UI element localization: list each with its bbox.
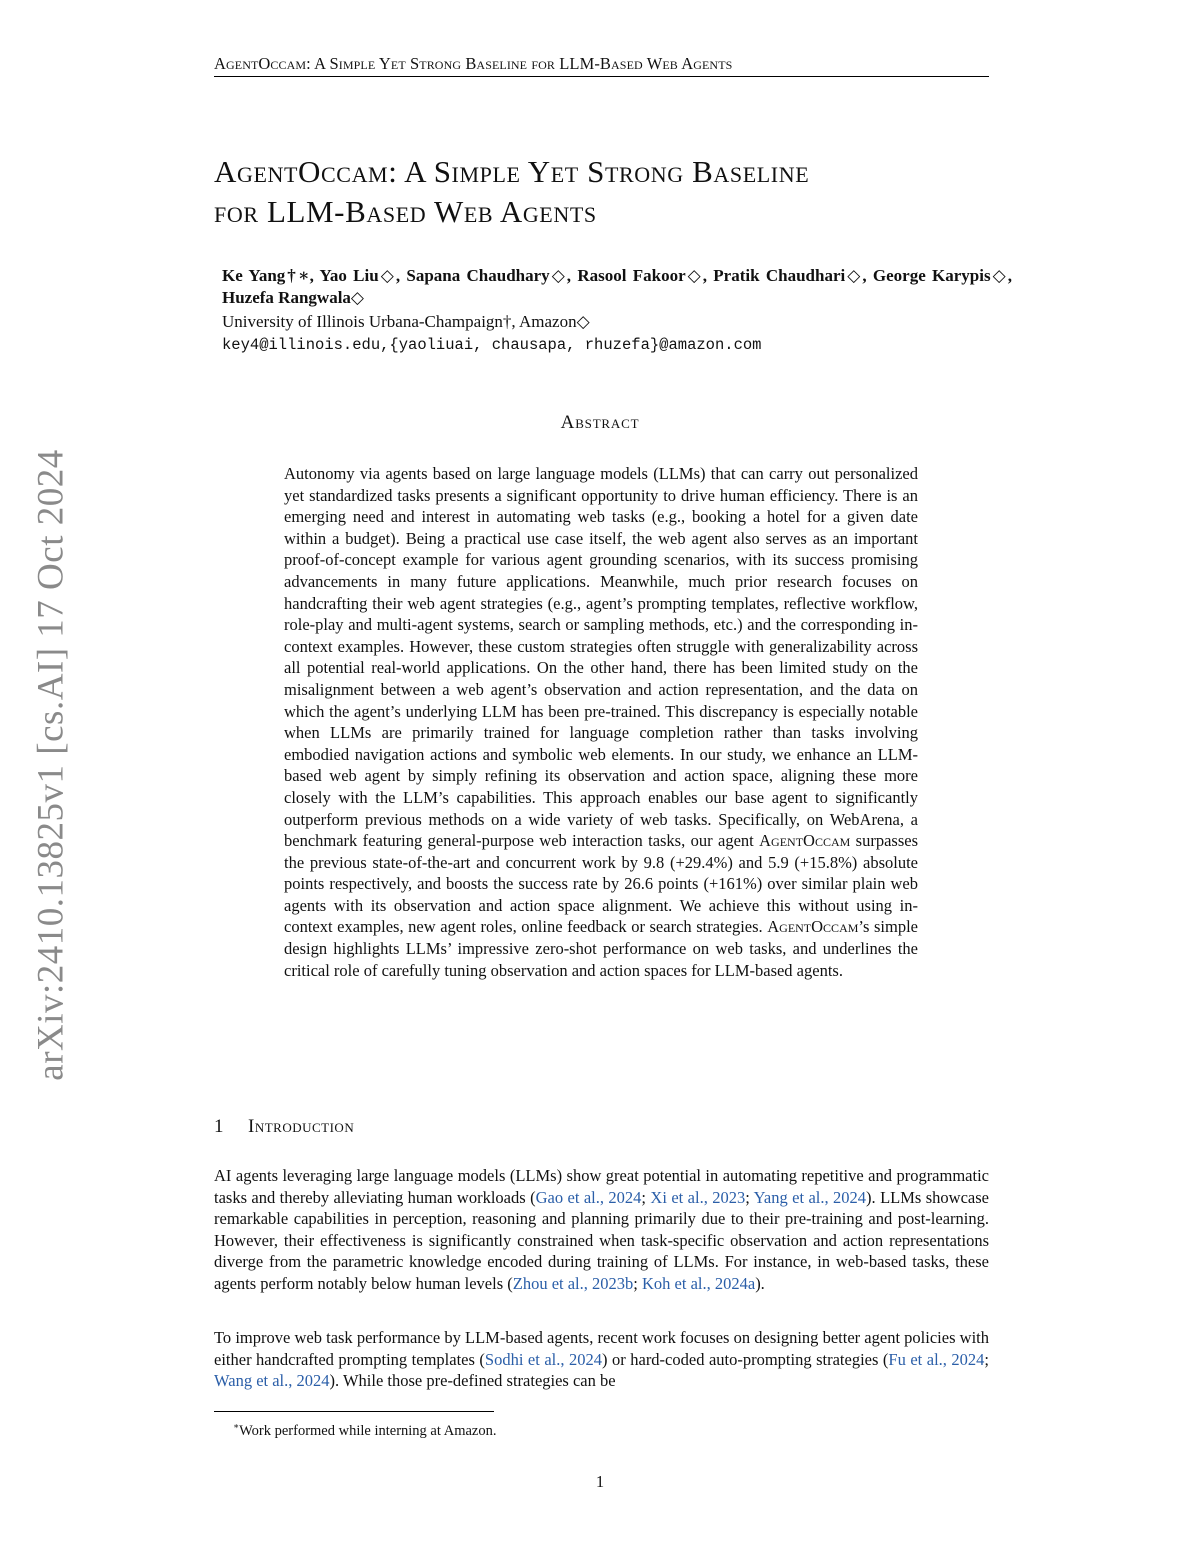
header-rule	[214, 76, 989, 77]
running-head: AgentOccam: A Simple Yet Strong Baseline for LLM-Based Web Agents	[214, 54, 733, 73]
author-list: Ke Yang†∗, Yao Liu◇, Sapana Chaudhary◇, Rasool Fakoor◇, Pratik Chaudhari◇, George Karypis◇, Huzefa Rangwala◇	[222, 266, 1012, 307]
paragraph-text: ).	[755, 1273, 765, 1293]
paragraph-text: AI agents leveraging large language models (LLMs) show great potential in automating repetitive and programmatic tasks and thereby alleviating human workloads (	[214, 1166, 989, 1207]
footnote-rule	[214, 1411, 494, 1412]
citation-link[interactable]: Sodhi et al., 2024	[484, 1349, 602, 1369]
footnote-text: Work performed while interning at Amazon.	[239, 1422, 497, 1439]
author-emails: key4@illinois.edu,{yaoliuai, chausapa, rhuzefa}@amazon.com	[222, 336, 762, 354]
footnote	[233, 1416, 833, 1441]
citation-link[interactable]: Fu et al., 2024	[888, 1349, 985, 1369]
paragraph-text: ;	[745, 1187, 754, 1207]
paragraph-text: ;	[984, 1349, 990, 1369]
paragraph-text: ;	[641, 1187, 651, 1207]
citation-link[interactable]: Koh et al., 2024a	[642, 1273, 756, 1293]
footnote-mark: ∗	[233, 1421, 240, 1431]
paper-title	[214, 152, 1004, 232]
title-line-1: AgentOccam: A Simple Yet Strong Baseline	[214, 154, 810, 189]
title-line-2: for LLM-Based Web Agents	[214, 194, 597, 229]
section-heading	[214, 1116, 814, 1138]
citation-link[interactable]: Gao et al., 2024	[535, 1187, 642, 1207]
page-number: 1	[595, 1472, 605, 1491]
abstract-text-2: surpasses the previous state-of-the-art and concurrent work by 9.8 (+29.4%) and 5.9 (+15.8%) absolute points respectively, and boosts the success rate by 26.6 points (+161%) over similar plain web agents with its observation and action space alignment. We achieve this without using in-context examples, new agent roles, online feedback or search strategies.	[284, 831, 919, 937]
paragraph-text: ). LLMs showcase remarkable capabilities in perception, reasoning and planning primarily due to their pre-training and post-learning. However, their effectiveness is significantly constrained when task-specific observation and action representations diverge from the parametric knowledge encoded during training of LLMs. For instance, in web-based tasks, these agents perform notably below human levels (	[214, 1187, 989, 1293]
arxiv-stamp: arXiv:2410.13825v1 [cs.AI] 17 Oct 2024	[30, 449, 72, 1081]
citation-link[interactable]: Xi et al., 2023	[650, 1187, 746, 1207]
paragraph-text: ). While those pre-defined strategies can be	[329, 1371, 616, 1391]
abstract-text-3: ’s simple design highlights LLMs’ impressive zero-shot performance on web tasks, and underlines the critical role of carefully tuning observation and action spaces for LLM-based agents.	[284, 917, 918, 980]
agent-name: AgentOccam	[759, 831, 851, 851]
abstract-text-1: Autonomy via agents based on large language models (LLMs) that can carry out personalized yet standardized tasks presents a significant opportunity to drive human efficiency. There is an emerging need and interest in automating web tasks (e.g., booking a hotel for a given date within a budget). Being a practical use case itself, the web agent also serves as an important proof-of-concept example for various agent grounding scenarios, with its success promising advancements in many future applications. Meanwhile, much prior research focuses on handcrafting their web agent strategies (e.g., agent’s prompting templates, reflective workflow, role-play and multi-agent systems, search or sampling methods, etc.) and the corresponding in-context examples. However, these custom strategies often struggle with generalizability across all potential real-world applications. On the other hand, there has been limited study on the misalignment between a web agent’s observation and action representation, and the data on which the agent’s underlying LLM has been pre-trained. This discrepancy is especially notable when LLMs are primarily trained for language completion rather than tasks involving embodied navigation actions and symbolic web elements. In our study, we enhance an LLM-based web agent by simply refining its observation and action space, aligning these more closely with the LLM’s capabilities. This approach enables our base agent to significantly outperform previous methods on a wide variety of web tasks. Specifically, on WebArena, a benchmark featuring general-purpose web interaction tasks, our agent	[284, 464, 918, 851]
agent-name: AgentOccam	[767, 917, 859, 937]
citation-link[interactable]: Yang et al., 2024	[753, 1187, 867, 1207]
section-title: Introduction	[248, 1116, 355, 1137]
affiliations: University of Illinois Urbana-Champaign†, Amazon◇	[222, 312, 590, 331]
abstract-heading: Abstract	[560, 412, 640, 433]
intro-paragraph-2	[214, 1327, 989, 1392]
paragraph-text: ) or hard-coded auto-prompting strategies (	[602, 1349, 889, 1369]
abstract-body	[284, 463, 918, 981]
citation-link[interactable]: Wang et al., 2024	[214, 1371, 330, 1391]
paragraph-text: ;	[633, 1273, 642, 1293]
paragraph-text: To improve web task performance by LLM-based agents, recent work focuses on designing better agent policies with either handcrafted prompting templates (	[214, 1328, 989, 1369]
intro-paragraph-1	[214, 1165, 989, 1295]
section-number: 1	[214, 1116, 224, 1137]
citation-link[interactable]: Zhou et al., 2023b	[512, 1273, 634, 1293]
